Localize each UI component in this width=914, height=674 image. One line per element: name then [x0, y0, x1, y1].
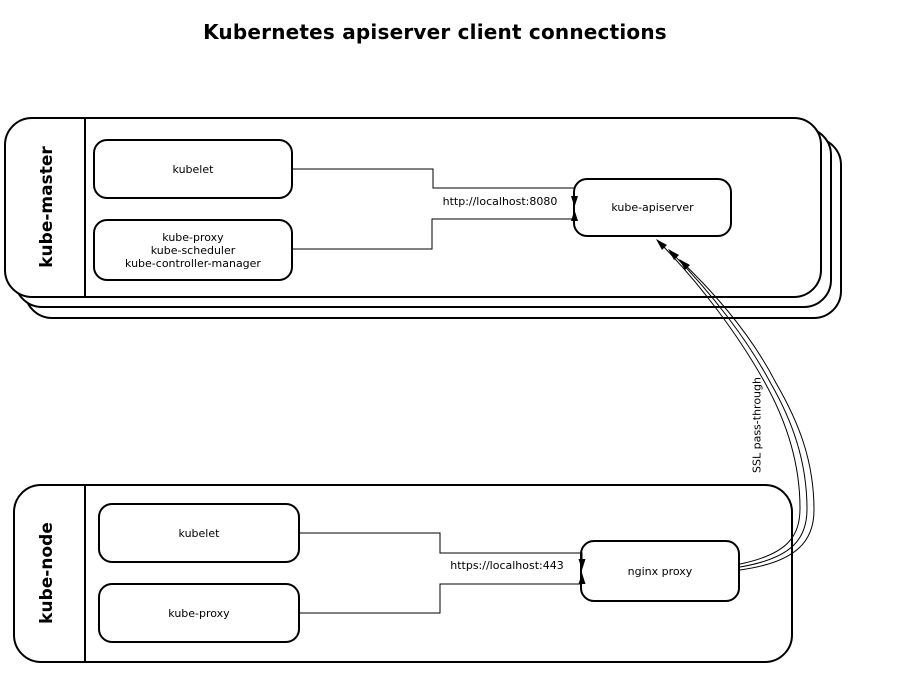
- master-service-kube-scheduler: kube-scheduler: [150, 243, 236, 257]
- node-label-divider: [84, 486, 86, 661]
- node-connection-label: https://localhost:443: [450, 559, 564, 572]
- master-label-divider: [84, 119, 86, 296]
- node-kube-proxy-label: kube-proxy: [168, 606, 230, 620]
- node-kubelet-label: kubelet: [178, 526, 220, 540]
- nginx-proxy-label: nginx proxy: [627, 564, 693, 578]
- master-connection-label: http://localhost:8080: [442, 195, 558, 208]
- apiserver-label: kube-apiserver: [611, 201, 694, 214]
- ssl-passthrough-label: SSL pass-through: [750, 377, 764, 473]
- master-service-kube-controller-manager: kube-controller-manager: [125, 256, 261, 270]
- master-label: kube-master: [37, 146, 57, 268]
- diagram-title: Kubernetes apiserver client connections: [203, 20, 667, 44]
- nginx-proxy-box: [580, 540, 740, 602]
- master-services-box: [93, 219, 293, 281]
- master-service-kube-proxy: kube-proxy: [162, 230, 224, 244]
- node-label: kube-node: [37, 522, 57, 624]
- master-kubelet-box: [93, 139, 293, 199]
- apiserver-box: [573, 178, 732, 237]
- master-kubelet-label: kubelet: [172, 162, 214, 176]
- node-kubelet-box: [98, 503, 300, 563]
- node-kube-proxy-box: [98, 583, 300, 643]
